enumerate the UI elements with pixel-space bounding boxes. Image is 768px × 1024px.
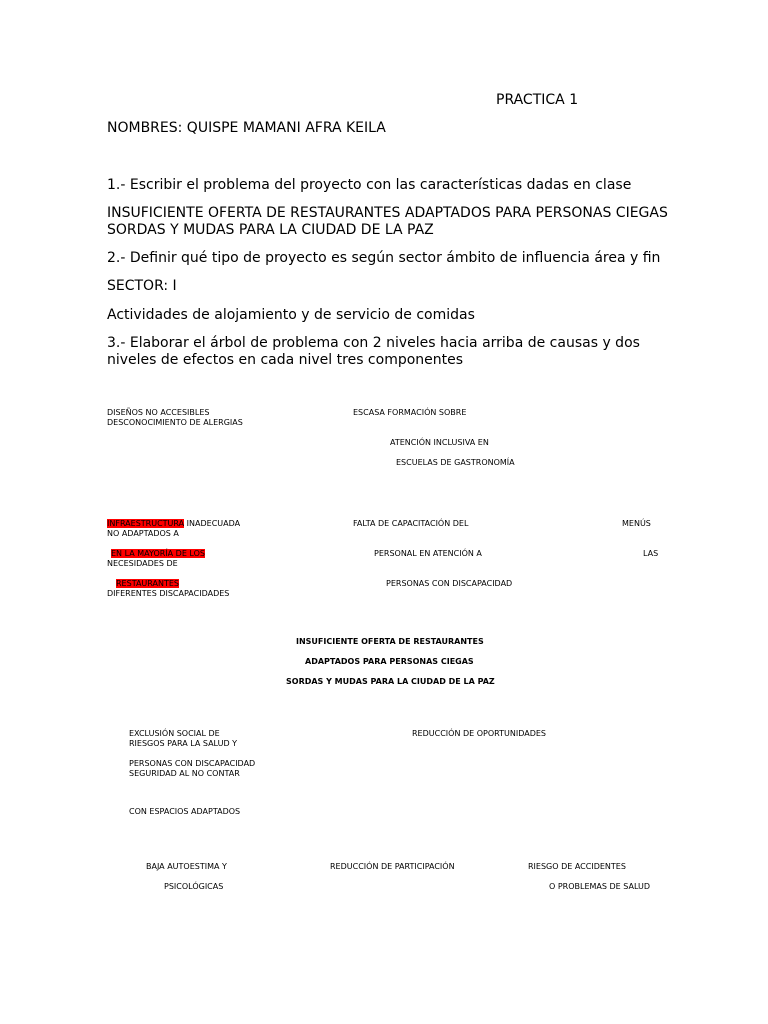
cause-mid-no-adaptados: NO ADAPTADOS A bbox=[107, 529, 179, 538]
question-3-line-1: 3.- Elaborar el árbol de problema con 2 niveles hacia arriba de causas y dos bbox=[107, 335, 640, 351]
cause-mid-infra bbox=[107, 519, 240, 529]
effect-1-a-line-1: EXCLUSIÓN SOCIAL DE bbox=[129, 729, 220, 738]
cause-mid-mayoria bbox=[111, 549, 205, 559]
cause-top-a-line-1: DISEÑOS NO ACCESIBLES bbox=[107, 408, 210, 417]
cause-top-b-line-2: ATENCIÓN INCLUSIVA EN bbox=[390, 438, 489, 447]
question-1: 1.- Escribir el problema del proyecto con las características dadas en clase bbox=[107, 177, 632, 193]
problem-statement-line-1: INSUFICIENTE OFERTA DE RESTAURANTES ADAPTADOS PARA PERSONAS CIEGAS bbox=[107, 205, 668, 221]
effect-2-c-line-2: O PROBLEMAS DE SALUD bbox=[549, 882, 651, 891]
effect-1-a-line-2: RIESGOS PARA LA SALUD Y bbox=[129, 739, 238, 748]
cause-mid-las: LAS bbox=[643, 549, 659, 558]
effect-1-a-line-5: CON ESPACIOS ADAPTADOS bbox=[129, 807, 241, 816]
effect-1-a-line-3: PERSONAS CON DISCAPACIDAD bbox=[129, 759, 256, 768]
page-title: PRACTICA 1 bbox=[496, 92, 579, 108]
cause-mid-necesidades: NECESIDADES DE bbox=[107, 559, 178, 568]
effect-2-a-line-1: BAJA AUTOESTIMA Y bbox=[146, 862, 227, 871]
problem-statement-line-2: SORDAS Y MUDAS PARA LA CIUDAD DE LA PAZ bbox=[107, 222, 434, 238]
activity-answer: Actividades de alojamiento y de servicio de comidas bbox=[107, 307, 475, 323]
cause-top-a-line-2: DESCONOCIMIENTO DE ALERGIAS bbox=[107, 418, 243, 427]
question-3-line-2: niveles de efectos en cada nivel tres componentes bbox=[107, 352, 464, 368]
central-problem-line-3: SORDAS Y MUDAS PARA LA CIUDAD DE LA PAZ bbox=[286, 677, 495, 686]
effect-2-b-line-1: REDUCCIÓN DE PARTICIPACIÓN bbox=[330, 862, 455, 871]
cause-mid-restaurantes bbox=[116, 579, 179, 589]
central-problem-line-2: ADAPTADOS PARA PERSONAS CIEGAS bbox=[305, 657, 474, 666]
effect-1-a-line-4: SEGURIDAD AL NO CONTAR bbox=[129, 769, 240, 778]
central-problem-line-1: INSUFICIENTE OFERTA DE RESTAURANTES bbox=[296, 637, 484, 646]
cause-top-b-line-1: ESCASA FORMACIÓN SOBRE bbox=[353, 408, 467, 417]
cause-mid-falta-line-3: PERSONAS CON DISCAPACIDAD bbox=[386, 579, 513, 588]
effect-2-a-line-2: PSICOLÓGICAS bbox=[164, 882, 224, 891]
cause-top-b-line-3: ESCUELAS DE GASTRONOMÍA bbox=[396, 458, 515, 467]
highlight-restaurantes: RESTAURANTES bbox=[116, 579, 179, 588]
cause-mid-menus: MENÚS bbox=[622, 519, 651, 528]
infra-rest: INADECUADA bbox=[184, 519, 241, 528]
cause-mid-falta-line-2: PERSONAL EN ATENCIÓN A bbox=[374, 549, 482, 558]
effect-1-b-line-1: REDUCCIÓN DE OPORTUNIDADES bbox=[412, 729, 547, 738]
question-2: 2.- Definir qué tipo de proyecto es según sector ámbito de influencia área y fin bbox=[107, 250, 661, 266]
highlight-infraestructura: INFRAESTRUCTURA bbox=[107, 519, 185, 528]
cause-mid-diferentes: DIFERENTES DISCAPACIDADES bbox=[107, 589, 230, 598]
effect-2-c-line-1: RIESGO DE ACCIDENTES bbox=[528, 862, 626, 871]
student-names: NOMBRES: QUISPE MAMANI AFRA KEILA bbox=[107, 120, 386, 136]
cause-mid-falta-line-1: FALTA DE CAPACITACIÓN DEL bbox=[353, 519, 469, 528]
sector-answer: SECTOR: I bbox=[107, 278, 177, 294]
highlight-mayoria: EN LA MAYORÍA DE LOS bbox=[111, 549, 205, 558]
